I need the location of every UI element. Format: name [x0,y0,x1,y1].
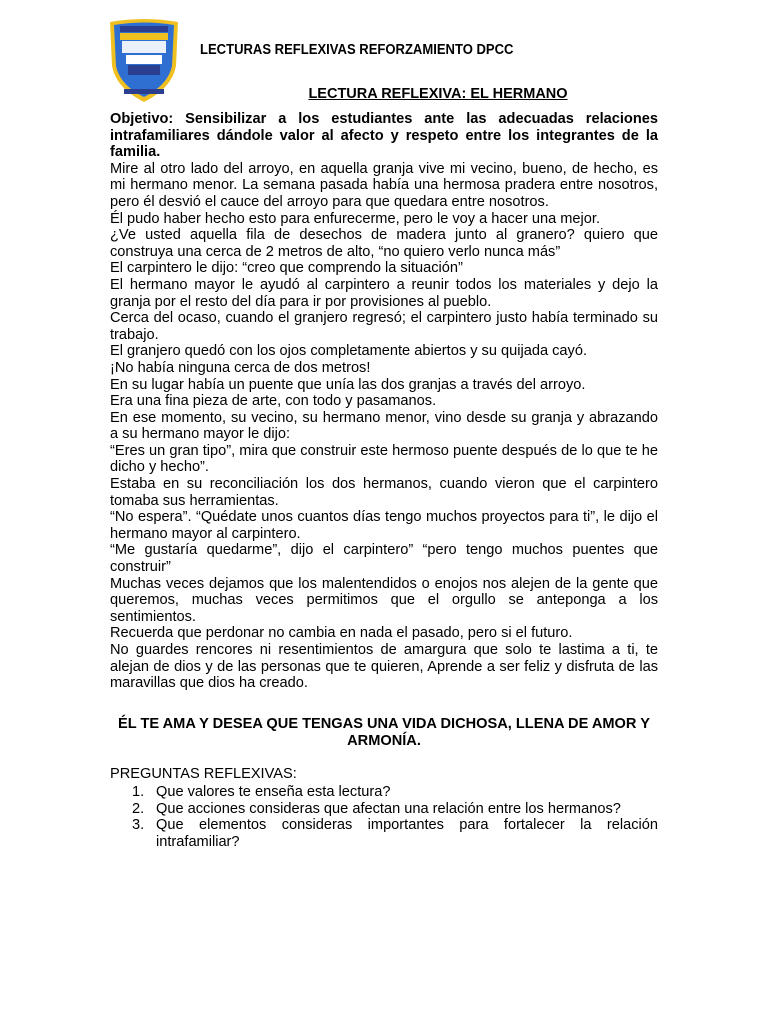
question-item [110,784,658,801]
paragraph: En ese momento, su vecino, su hermano menor, vino desde su granja y abrazando a su hermano mayor le dijo: [110,409,658,443]
paragraph: “No espera”. “Quédate unos cuantos días tengo muchos proyectos para ti”, le dijo el hermano mayor al carpintero. [110,509,658,542]
question-item [110,801,658,818]
questions-heading: PREGUNTAS REFLEXIVAS: [110,766,297,782]
question-text: Que valores te enseña esta lectura? [156,784,391,800]
paragraph: ¡No había ninguna cerca de dos metros! [110,359,371,376]
question-item [110,817,658,850]
paragraph: El carpintero le dijo: “creo que comprendo la situación” [110,260,463,277]
paragraph: En su lugar había un puente que unía las dos granjas a través del arroyo. [110,376,586,393]
paragraph: Recuerda que perdonar no cambia en nada el pasado, pero si el futuro. [110,625,573,642]
paragraph: El granjero quedó con los ojos completamente abiertos y su quijada cayó. [110,343,588,360]
question-text: Que acciones consideras que afectan una relación entre los hermanos? [156,800,621,817]
paragraph: Él pudo haber hecho esto para enfurecerme, pero le voy a hacer una mejor. [110,210,601,227]
question-number: 3. [132,817,145,834]
paragraph: Cerca del ocaso, cuando el granjero regresó; el carpintero justo había terminado su trabajo. [110,310,658,343]
question-number: 2. [132,800,145,817]
paragraph: “Eres un gran tipo”, mira que construir este hermoso puente después de lo que te he dicho y hecho”. [110,442,658,476]
reading-body [110,111,658,692]
paragraph: Muchas veces dejamos que los malentendidos o enojos nos alejen de la gente que queremos, muchas veces permitimos que el orgullo se anteponga a los sentimientos. [110,575,658,625]
question-text: Que elementos consideras importantes para fortalecer la relación intrafamiliar? [156,817,658,850]
question-number: 1. [132,784,145,800]
objective-paragraph: Objetivo: Sensibilizar a los estudiantes ante las adecuadas relaciones intrafamiliares dándole valor al afecto y respeto entre los integrantes de la familia. [110,111,658,161]
paragraph: Era una fina pieza de arte, con todo y pasamanos. [110,393,437,410]
reading-title [0,86,768,102]
paragraph: ¿Ve usted aquella fila de desechos de madera junto al granero? quiero que construya una cerca de 2 metros de alto, “no quiero verlo nunca más” [110,227,658,260]
paragraph: “Me gustaría quedarme”, dijo el carpintero” “pero tengo muchos puentes que construir” [110,542,658,576]
document-header-title: LECTURAS REFLEXIVAS REFORZAMIENTO DPCC [200,42,514,58]
paragraph: No guardes rencores ni resentimientos de amargura que solo te lastima a ti, te alejan de dios y de las personas que te quieren, Aprende a ser feliz y disfruta de las maravillas que dios ha creado. [110,642,658,692]
paragraph: Estaba en su reconciliación los dos hermanos, cuando vieron que el carpintero tomaba sus herramientas. [110,476,658,509]
paragraph: Mire al otro lado del arroyo, en aquella granja vive mi vecino, bueno, de hecho, es mi hermano menor. La semana pasada había una hermosa pradera entre nosotros, pero él desvió el cauce del arroyo para que quedara entre nosotros. [110,160,658,210]
closing-statement: ÉL TE AMA Y DESEA QUE TENGAS UNA VIDA DICHOSA, LLENA DE AMOR Y ARMONÍA. [118,716,650,749]
reading-title-text: LECTURA REFLEXIVA: EL HERMANO [308,86,568,102]
questions-list [110,784,658,850]
paragraph: El hermano mayor le ayudó al carpintero a reunir todos los materiales y dejo la granja por el resto del día para ir por provisiones al pueblo. [110,276,658,310]
